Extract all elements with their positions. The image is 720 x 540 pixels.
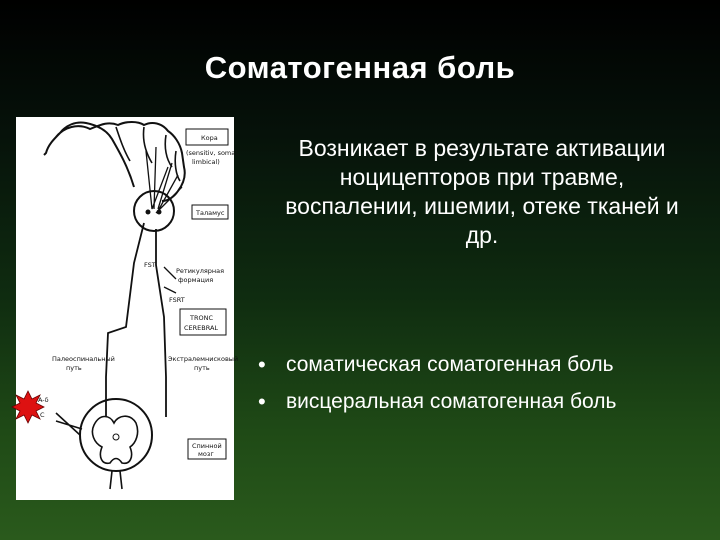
paleospinal-label-1: Палеоспинальный (52, 355, 115, 363)
spinal-cord-section (80, 399, 152, 471)
slide-title (0, 50, 720, 86)
pain-stimulus-starburst (12, 391, 44, 423)
reticular-label-1: Ретикулярная (176, 267, 225, 275)
reticular-branch (164, 267, 176, 293)
fsrt-label: FSRT (169, 296, 185, 304)
spinothalamic-tract (156, 229, 166, 417)
central-canal (113, 434, 119, 440)
brainstem-label-2: CEREBRAL (184, 324, 219, 332)
intro-text: Возникает в результате активации ноцицепторов при травме, воспалении, ишемии, отеке тканей и др. (285, 135, 679, 248)
cortex-label: Кора (201, 134, 218, 142)
extralemniscal-label-2: путь (194, 364, 210, 372)
paleospinal-tract (106, 223, 144, 417)
reticular-label-2: формация (178, 276, 214, 284)
cortex-sub1-label: (sensitiv, somat, (186, 149, 240, 157)
pathway-drawing (16, 117, 240, 500)
thalamus-nucleus-left (146, 210, 151, 215)
bullet-dot: • (258, 352, 266, 377)
pain-pathway-diagram (16, 117, 240, 500)
a-delta-label: A-δ (38, 396, 49, 404)
spinal-cord-label-2: мозг (198, 450, 214, 458)
spinal-roots (56, 413, 122, 489)
slide-title-text: Соматогенная боль (204, 50, 516, 85)
thalamus-label: Таламус (196, 209, 225, 217)
spinal-cord-label-1: Спинной (192, 442, 222, 450)
bullet-dot: • (258, 389, 266, 414)
bullet-text: соматическая соматогенная боль (286, 353, 614, 376)
paleospinal-label-2: путь (66, 364, 82, 372)
extralemniscal-label-1: Экстралемнисковый (168, 355, 239, 363)
thalamo-cortical-fibers (146, 147, 182, 213)
bullet-list (258, 352, 698, 426)
bullet-item (258, 352, 698, 377)
bullet-item (258, 389, 698, 414)
bullet-text: висцеральная соматогенная боль (286, 390, 617, 413)
c-fiber-label: C (40, 411, 45, 419)
brainstem-label-1: TRONC (190, 314, 214, 322)
cortex-sub2-label: limbical) (192, 158, 220, 166)
fst-label: FST (144, 261, 156, 269)
